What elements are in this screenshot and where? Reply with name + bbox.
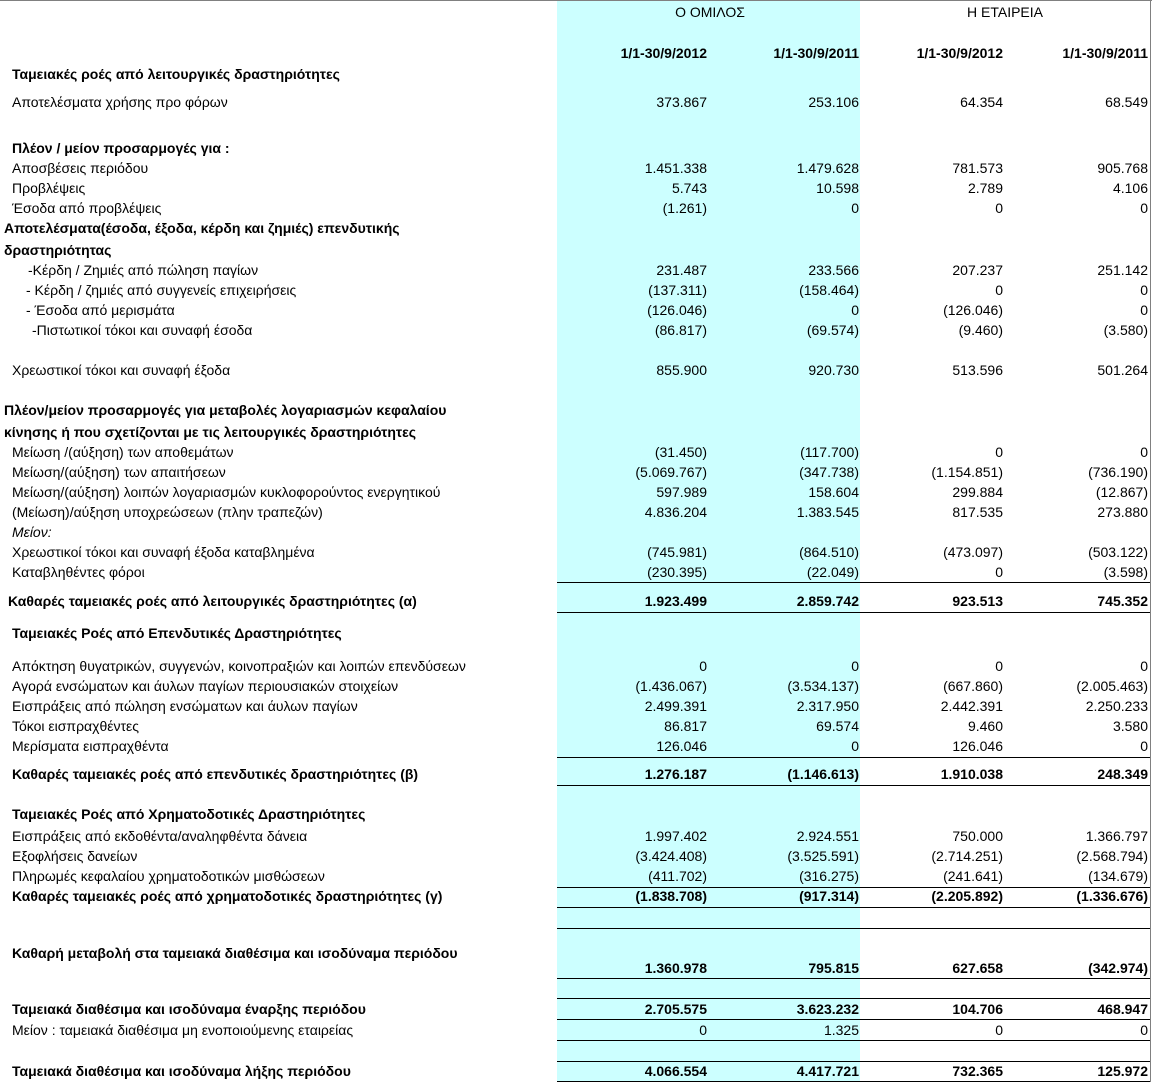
row-label: Μείωση /(αύξηση) των αποθεμάτων	[12, 444, 234, 460]
row-value: 231.487	[656, 262, 707, 278]
row-value: 745.352	[1097, 593, 1148, 609]
table-rule	[557, 612, 1150, 613]
row-value: (316.275)	[799, 868, 859, 884]
table-rule	[557, 582, 1150, 583]
row-label: Ταμειακά διαθέσιμα και ισοδύναμα έναρξης περιόδου	[12, 1001, 366, 1017]
row-value: 248.349	[1097, 766, 1148, 782]
row-value: 299.884	[952, 484, 1003, 500]
row-value: 0	[995, 282, 1003, 298]
row-label: Αγορά ενσώματων και άυλων παγίων περιουσιακών στοιχείων	[12, 678, 399, 694]
statement-row	[0, 400, 1152, 420]
row-value: 4.836.204	[644, 504, 707, 520]
statement-row	[0, 542, 1152, 562]
row-value: (230.395)	[647, 564, 707, 580]
row-value: (3.424.408)	[635, 848, 707, 864]
row-value: 207.237	[952, 262, 1003, 278]
row-value: 1.910.038	[940, 766, 1003, 782]
row-label: Ταμειακές ροές από λειτουργικές δραστηριότητες	[12, 66, 340, 82]
statement-row	[0, 240, 1152, 260]
row-value: (134.679)	[1088, 868, 1148, 884]
row-label: δραστηριότητας	[4, 242, 112, 258]
statement-row	[0, 138, 1152, 158]
statement-row	[0, 178, 1152, 198]
period-header-group-2012: 1/1-30/9/2012	[620, 45, 707, 61]
row-value: 920.730	[808, 362, 859, 378]
row-label: Προβλέψεις	[12, 180, 86, 196]
row-label: Ταμειακά διαθέσιμα και ισοδύναμα λήξης περιόδου	[12, 1063, 351, 1079]
company-header: Η ΕΤΑΙΡΕΙΑ	[967, 4, 1043, 20]
statement-row	[0, 64, 1152, 84]
row-value: (117.700)	[800, 444, 859, 460]
row-value: (1.261)	[662, 200, 707, 216]
statement-row	[0, 716, 1152, 736]
statement-row	[0, 656, 1152, 676]
period-header-company-2012: 1/1-30/9/2012	[916, 45, 1003, 61]
row-label: Τόκοι εισπραχθέντες	[12, 718, 140, 734]
statement-row	[0, 958, 1152, 978]
row-value: 1.366.797	[1085, 828, 1148, 844]
row-value: (126.046)	[943, 302, 1003, 318]
statement-row	[0, 422, 1152, 442]
row-label: Μείον : ταμειακά διαθέσιμα μη ενοποιούμενης εταιρείας	[12, 1022, 354, 1038]
statement-row	[0, 1020, 1152, 1040]
statement-row	[0, 764, 1152, 784]
statement-row	[0, 676, 1152, 696]
row-value: 905.768	[1097, 160, 1148, 176]
row-value: 732.365	[952, 1063, 1003, 1079]
row-value: (1.154.851)	[931, 464, 1003, 480]
statement-row	[0, 999, 1152, 1019]
statement-row	[0, 280, 1152, 300]
row-value: 513.596	[952, 362, 1003, 378]
row-value: (1.336.676)	[1076, 888, 1148, 904]
row-value: 2.859.742	[796, 593, 859, 609]
row-value: 0	[851, 200, 859, 216]
row-label: Αποσβέσεις περιόδου	[12, 160, 149, 176]
row-label: - Έσοδα από μερισμάτα	[26, 302, 175, 318]
row-value: 2.789	[967, 180, 1003, 196]
row-value: 0	[1140, 282, 1148, 298]
row-value: 126.046	[656, 738, 707, 754]
row-label: Μείωση/(αύξηση) λοιπών λογαριασμών κυκλοφορούντος ενεργητικού	[12, 484, 441, 500]
row-value: 68.549	[1105, 94, 1148, 110]
table-rule	[557, 757, 1150, 758]
statement-row	[0, 696, 1152, 716]
row-value: (158.464)	[799, 282, 859, 298]
table-rule	[557, 928, 1150, 929]
row-label: Χρεωστικοί τόκοι και συναφή έξοδα καταβλημένα	[12, 544, 315, 560]
statement-row	[0, 886, 1152, 906]
statement-row	[0, 1061, 1152, 1081]
row-value: 817.535	[952, 504, 1003, 520]
row-value: 468.947	[1097, 1001, 1148, 1017]
row-label: Έσοδα από προβλέψεις	[12, 200, 162, 216]
row-value: 2.705.575	[644, 1001, 707, 1017]
table-rule	[557, 785, 1150, 786]
row-value: 64.354	[960, 94, 1003, 110]
row-value: (347.738)	[799, 464, 859, 480]
row-value: 126.046	[952, 738, 1003, 754]
row-value: (3.534.137)	[787, 678, 859, 694]
statement-row	[0, 320, 1152, 340]
row-value: (241.641)	[943, 868, 1003, 884]
statement-row	[0, 826, 1152, 846]
statement-row	[0, 442, 1152, 462]
row-value: 4.417.721	[796, 1063, 859, 1079]
period-header-group-2011: 1/1-30/9/2011	[773, 45, 859, 61]
row-value: 5.743	[671, 180, 707, 196]
row-label: -Πιστωτικοί τόκοι και συναφή έσοδα	[32, 322, 253, 338]
table-rule	[557, 907, 1150, 908]
row-value: 0	[1140, 658, 1148, 674]
statement-row	[0, 360, 1152, 380]
row-value: 233.566	[808, 262, 859, 278]
row-value: 0	[851, 302, 859, 318]
row-value: 3.580	[1112, 718, 1148, 734]
row-value: 158.604	[808, 484, 859, 500]
table-rule	[557, 1019, 1150, 1020]
row-value: (137.311)	[648, 282, 707, 298]
statement-row	[0, 562, 1152, 582]
row-value: (126.046)	[647, 302, 707, 318]
row-value: (411.702)	[648, 868, 707, 884]
row-value: 69.574	[816, 718, 859, 734]
group-header: Ο ΟΜΙΛΟΣ	[675, 4, 745, 20]
row-value: (22.049)	[806, 564, 859, 580]
row-value: 0	[995, 658, 1003, 674]
row-value: (5.069.767)	[635, 464, 707, 480]
row-label: Εισπράξεις από εκδοθέντα/αναληφθέντα δάνεια	[12, 828, 308, 844]
row-value: 0	[995, 564, 1003, 580]
row-value: (2.714.251)	[931, 848, 1003, 864]
row-value: 125.972	[1097, 1063, 1148, 1079]
row-label: Πλέον/μείον προσαρμογές για μεταβολές λογαριασμών κεφαλαίου	[4, 402, 447, 418]
row-value: 0	[1140, 1022, 1148, 1038]
row-value: (2.005.463)	[1076, 678, 1148, 694]
row-value: 0	[851, 658, 859, 674]
row-label: Εισπράξεις από πώληση ενσώματων και άυλων παγίων	[12, 698, 358, 714]
row-value: 0	[1140, 738, 1148, 754]
statement-row	[0, 482, 1152, 502]
row-value: 0	[995, 444, 1003, 460]
row-label: Εξοφλήσεις δανείων	[12, 848, 138, 864]
row-value: (342.974)	[1088, 960, 1148, 976]
statement-row	[0, 198, 1152, 218]
row-value: 1.325	[823, 1022, 859, 1038]
statement-row	[0, 623, 1152, 643]
row-value: (3.598)	[1103, 564, 1148, 580]
statement-row	[0, 260, 1152, 280]
row-value: 2.317.950	[796, 698, 859, 714]
row-value: (864.510)	[799, 544, 859, 560]
statement-row	[0, 158, 1152, 178]
row-value: 795.815	[808, 960, 859, 976]
statement-row	[0, 300, 1152, 320]
table-rule	[557, 998, 1150, 999]
row-value: 251.142	[1097, 262, 1148, 278]
statement-row	[0, 92, 1152, 112]
row-value: 781.573	[952, 160, 1003, 176]
row-label: Αποτελέσματα χρήσης προ φόρων	[12, 94, 228, 110]
row-value: 10.598	[816, 180, 859, 196]
row-value: 373.867	[656, 94, 707, 110]
row-value: 0	[1140, 200, 1148, 216]
row-value: 4.066.554	[644, 1063, 707, 1079]
row-value: 253.106	[808, 94, 859, 110]
table-rule	[557, 1040, 1150, 1041]
row-value: (503.122)	[1088, 544, 1148, 560]
row-label: - Κέρδη / ζημιές από συγγενείς επιχειρήσεις	[26, 282, 297, 298]
row-label: Απόκτηση θυγατρικών, συγγενών, κοινοπραξιών και λοιπών επενδύσεων	[12, 658, 466, 674]
statement-row	[0, 736, 1152, 756]
row-value: 0	[1140, 444, 1148, 460]
row-value: 855.900	[656, 362, 707, 378]
row-value: 2.442.391	[940, 698, 1003, 714]
row-value: 0	[995, 1022, 1003, 1038]
statement-row	[0, 218, 1152, 238]
row-value: (473.097)	[943, 544, 1003, 560]
row-label: Καθαρές ταμειακές ροές από χρηματοδοτικές δραστηριότητες (γ)	[12, 888, 443, 904]
row-value: 273.880	[1097, 504, 1148, 520]
row-label: Μείον:	[12, 524, 52, 540]
row-value: 86.817	[664, 718, 707, 734]
statement-row	[0, 522, 1152, 542]
row-value: 0	[1140, 302, 1148, 318]
row-value: 2.250.233	[1085, 698, 1148, 714]
row-label: Μερίσματα εισπραχθέντα	[12, 738, 169, 754]
row-value: 923.513	[952, 593, 1003, 609]
row-label: Πληρωμές κεφαλαίου χρηματοδοτικών μισθώσεων	[12, 868, 325, 884]
row-label: Καθαρές ταμειακές ροές από λειτουργικές δραστηριότητες (α)	[8, 593, 417, 609]
statement-row	[0, 866, 1152, 886]
row-value: (1.838.708)	[635, 888, 707, 904]
table-rule	[557, 978, 1150, 979]
row-value: 1.997.402	[644, 828, 707, 844]
row-value: 1.479.628	[796, 160, 859, 176]
row-value: 1.451.338	[644, 160, 707, 176]
row-label: Μείωση/(αύξηση) των απαιτήσεων	[12, 464, 226, 480]
row-label: (Μείωση)/αύξηση υποχρεώσεων (πλην τραπεζών)	[12, 504, 323, 520]
table-rule	[557, 1061, 1150, 1062]
row-value: 0	[699, 658, 707, 674]
statement-row	[0, 462, 1152, 482]
period-header-company-2011: 1/1-30/9/2011	[1062, 45, 1148, 61]
row-value: (917.314)	[799, 888, 859, 904]
row-value: (1.436.067)	[635, 678, 707, 694]
row-value: (2.205.892)	[931, 888, 1003, 904]
row-value: (667.860)	[943, 678, 1003, 694]
row-value: 2.499.391	[644, 698, 707, 714]
row-value: 104.706	[952, 1001, 1003, 1017]
row-value: 501.264	[1097, 362, 1148, 378]
row-value: (2.568.794)	[1076, 848, 1148, 864]
statement-row	[0, 804, 1152, 824]
row-label: Καταβληθέντες φόροι	[12, 564, 145, 580]
row-value: (3.525.591)	[787, 848, 859, 864]
row-value: 750.000	[952, 828, 1003, 844]
row-value: 1.360.978	[644, 960, 707, 976]
row-label: κίνησης ή που σχετίζονται με τις λειτουργικές δραστηριότητες	[4, 424, 417, 440]
row-value: 4.106	[1112, 180, 1148, 196]
row-value: 627.658	[952, 960, 1003, 976]
row-label: Αποτελέσματα(έσοδα, έξοδα, κέρδη και ζημιές) επενδυτικής	[4, 220, 400, 236]
row-value: (3.580)	[1103, 322, 1148, 338]
row-value: (736.190)	[1088, 464, 1148, 480]
row-value: 1.383.545	[796, 504, 859, 520]
row-label: Καθαρές ταμειακές ροές από επενδυτικές δραστηριότητες (β)	[12, 766, 419, 782]
row-label: Πλέον / μείον προσαρμογές για :	[12, 140, 230, 156]
row-value: 0	[851, 738, 859, 754]
row-value: 9.460	[967, 718, 1003, 734]
row-value: (9.460)	[958, 322, 1003, 338]
table-rule	[557, 887, 1150, 888]
row-label: -Κέρδη / Ζημιές από πώληση παγίων	[28, 262, 259, 278]
row-value: 597.989	[656, 484, 707, 500]
row-value: (86.817)	[654, 322, 707, 338]
row-value: 0	[699, 1022, 707, 1038]
statement-row	[0, 502, 1152, 522]
row-label: Καθαρή μεταβολή στα ταμειακά διαθέσιμα και ισοδύναμα περιόδου	[12, 945, 458, 961]
row-label: Ταμειακές Ροές από Επενδυτικές Δραστηριότητες	[12, 625, 342, 641]
row-label: Ταμειακές Ροές από Χρηματοδοτικές Δραστηριότητες	[12, 806, 366, 822]
row-value: (69.574)	[806, 322, 859, 338]
top-border	[0, 0, 1152, 1]
row-value: 0	[995, 200, 1003, 216]
row-label: Χρεωστικοί τόκοι και συναφή έξοδα	[12, 362, 231, 378]
row-value: 1.923.499	[644, 593, 707, 609]
row-value: (745.981)	[647, 544, 707, 560]
statement-row	[0, 846, 1152, 866]
row-value: (31.450)	[654, 444, 707, 460]
row-value: (1.146.613)	[787, 766, 859, 782]
row-value: 2.924.551	[796, 828, 859, 844]
statement-row	[0, 591, 1152, 611]
row-value: 1.276.187	[644, 766, 707, 782]
row-value: (12.867)	[1095, 484, 1148, 500]
row-value: 3.623.232	[796, 1001, 859, 1017]
